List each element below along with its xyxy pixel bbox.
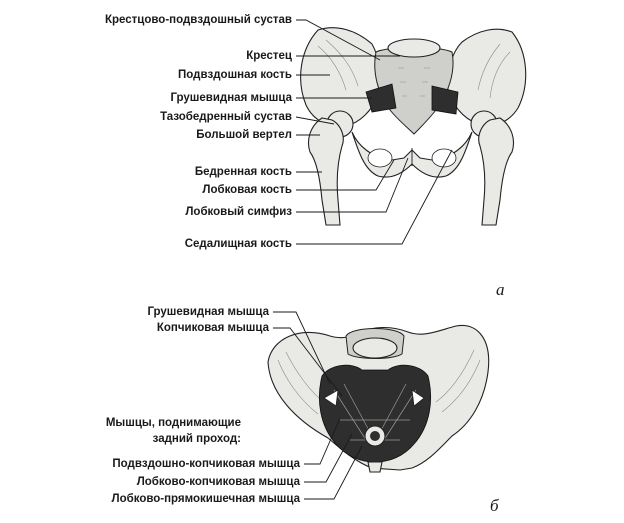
label-iliococcygeus: Подвздошно-копчиковая мышца: [112, 458, 300, 470]
label-sacrum: Крестец: [246, 50, 292, 62]
pubic-symphysis-b: [368, 462, 382, 472]
label-levator-ani-2: задний проход:: [152, 433, 241, 445]
label-pubic-bone: Лобковая кость: [202, 184, 292, 196]
label-puborectalis: Лобково-прямокишечная мышца: [111, 493, 300, 505]
left-obturator-foramen: [368, 149, 392, 167]
label-pubococcygeus: Лобково-копчиковая мышца: [136, 476, 300, 488]
panel-a-illustration: [301, 28, 526, 225]
left-femur: [309, 118, 344, 225]
label-sacroiliac-joint: Крестцово-подвздошный сустав: [104, 14, 292, 26]
label-ischium: Седалищная кость: [184, 238, 292, 250]
label-hip-joint: Тазобедренный сустав: [160, 111, 292, 123]
anal-canal-inner: [370, 431, 380, 441]
label-coccygeus: Копчиковая мышца: [156, 322, 269, 334]
label-greater-trochanter: Большой вертел: [196, 129, 292, 141]
label-piriformis-a: Грушевидная мышца: [170, 92, 292, 104]
panel-b-illustration: [268, 325, 489, 472]
label-levator-ani-1: Мышцы, поднимающие: [105, 417, 241, 429]
label-ilium: Подвздошная кость: [178, 69, 292, 81]
right-femur: [479, 118, 514, 225]
label-piriformis-b: Грушевидная мышца: [147, 306, 269, 318]
label-femur: Бедренная кость: [194, 166, 292, 178]
panel-b-letter: б: [490, 496, 499, 515]
lumbar-vertebra: [388, 39, 440, 57]
panel-a-labels: [105, 14, 293, 250]
panel-b-labels: [106, 306, 301, 505]
label-pubic-symphysis: Лобковый симфиз: [185, 206, 292, 218]
vertebral-body-b: [353, 338, 397, 358]
panel-a-letter: а: [496, 280, 505, 299]
